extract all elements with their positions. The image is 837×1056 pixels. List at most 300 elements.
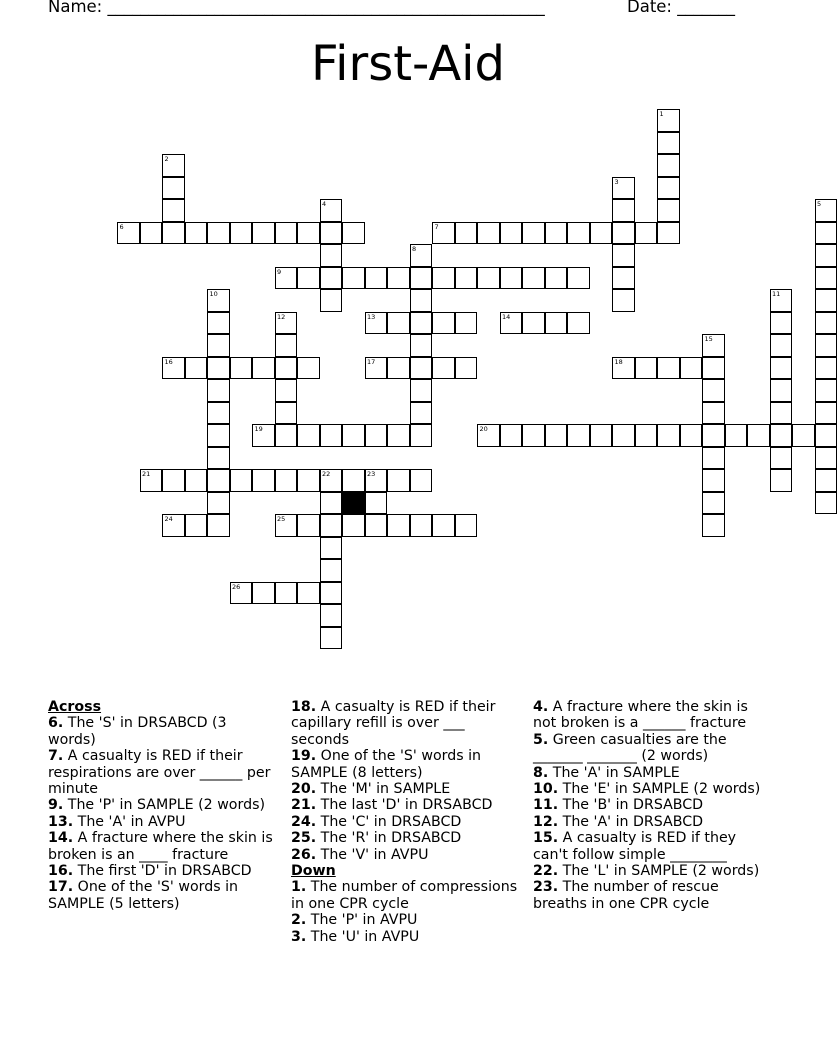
clue-number: 22.: [533, 863, 559, 880]
grid-cell[interactable]: [162, 177, 185, 200]
clue-number: 20: [479, 425, 488, 433]
grid-cell[interactable]: [230, 357, 253, 380]
clue-number: 7.: [48, 748, 64, 765]
page-title: First-Aid: [311, 36, 505, 92]
grid-cell[interactable]: [815, 267, 837, 290]
clues-column-2: [291, 699, 519, 945]
clue-item: [291, 847, 519, 863]
clue-item: [533, 765, 768, 781]
grid-cell[interactable]: [815, 222, 837, 245]
grid-cell[interactable]: [410, 379, 433, 402]
clue-number: 4.: [533, 699, 549, 715]
grid-cell[interactable]: [635, 357, 658, 380]
clue-number: 16: [164, 357, 173, 366]
clue-item: [533, 699, 768, 732]
grid-cell[interactable]: [432, 267, 455, 290]
grid-cell[interactable]: [162, 222, 185, 245]
grid-cell[interactable]: [657, 424, 680, 447]
grid-cell[interactable]: [252, 222, 275, 245]
grid-cell[interactable]: [770, 312, 793, 335]
grid-cell[interactable]: [252, 469, 275, 492]
grid-cell[interactable]: [162, 514, 185, 537]
clue-number: 12.: [533, 813, 559, 830]
clue-text: The number of rescue breaths in one CPR cycle: [533, 879, 719, 912]
grid-cell[interactable]: [815, 469, 837, 492]
clue-text: The 'S' in DRSABCD (3 words): [48, 715, 227, 748]
clue-text: The first 'D' in DRSABCD: [73, 863, 252, 880]
grid-cell[interactable]: [207, 514, 230, 537]
clue-item: [533, 814, 768, 830]
grid-cell[interactable]: [320, 244, 343, 267]
grid-cell[interactable]: [815, 244, 837, 267]
clue-item: [291, 929, 519, 945]
clue-text: A fracture where the skin is broken is an ____ fracture: [48, 830, 273, 863]
grid-cell[interactable]: [612, 267, 635, 290]
clue-number: 11: [772, 290, 781, 298]
grid-cell[interactable]: [207, 357, 230, 380]
grid-cell[interactable]: [815, 447, 837, 470]
clue-number: 14.: [48, 830, 74, 847]
across-clue-list: [48, 715, 273, 912]
grid-cell[interactable]: [702, 469, 725, 492]
clue-number: 17: [367, 357, 376, 366]
clue-number: 4: [322, 200, 327, 208]
grid-cell[interactable]: [590, 222, 613, 245]
grid-cell[interactable]: [770, 379, 793, 402]
grid-cell[interactable]: [792, 424, 815, 447]
clue-item: [48, 879, 273, 912]
grid-cell[interactable]: [657, 132, 680, 155]
grid-cell[interactable]: [522, 424, 545, 447]
grid-cell[interactable]: [657, 109, 680, 132]
grid-cell[interactable]: [275, 267, 298, 290]
clue-text: The 'A' in DRSABCD: [558, 813, 704, 830]
grid-cell[interactable]: [522, 267, 545, 290]
clue-number: 9.: [48, 797, 64, 814]
grid-cell[interactable]: [230, 582, 253, 605]
grid-cell[interactable]: [635, 424, 658, 447]
clue-number: 3.: [291, 928, 307, 945]
clue-number: 19.: [291, 748, 317, 765]
clue-number: 7: [434, 222, 439, 231]
grid-cell[interactable]: [815, 379, 837, 402]
clue-number: 15: [704, 335, 713, 343]
clue-item: [48, 748, 273, 797]
clue-text: The 'R' in DRSABCD: [316, 830, 462, 847]
grid-cell[interactable]: [230, 222, 253, 245]
grid-cell[interactable]: [207, 492, 230, 515]
grid-cell[interactable]: [410, 357, 433, 380]
clue-item: [291, 879, 519, 912]
clue-number: 10: [209, 290, 218, 298]
grid-cell[interactable]: [320, 514, 343, 537]
grid-cell[interactable]: [770, 424, 793, 447]
grid-cell[interactable]: [275, 379, 298, 402]
grid-cell[interactable]: [275, 312, 298, 335]
clue-number: 1: [659, 110, 664, 118]
clue-text: The last 'D' in DRSABCD: [316, 797, 493, 814]
grid-cell[interactable]: [387, 469, 410, 492]
clue-text: Green casualties are the _______ _______ (2 words): [533, 731, 727, 765]
across-clue-list-continued: [291, 699, 519, 863]
grid-cell[interactable]: [612, 357, 635, 380]
grid-cell[interactable]: [320, 469, 343, 492]
grid-cell[interactable]: [702, 379, 725, 402]
clue-item: [48, 830, 273, 863]
grid-cell[interactable]: [342, 424, 365, 447]
grid-cell[interactable]: [162, 199, 185, 222]
grid-cell[interactable]: [320, 289, 343, 312]
clue-text: One of the 'S' words in SAMPLE (8 letters): [291, 748, 482, 781]
clue-item: [48, 797, 273, 813]
grid-cell[interactable]: [432, 357, 455, 380]
clue-number: 12: [277, 312, 286, 321]
clue-text: A casualty is RED if they can't follow simple ________: [533, 830, 737, 863]
grid-cell[interactable]: [410, 244, 433, 267]
clue-item: [48, 863, 273, 879]
down-clue-list: [291, 879, 519, 945]
clue-text: The 'U' in AVPU: [306, 928, 420, 945]
grid-cell[interactable]: [702, 447, 725, 470]
grid-cell[interactable]: [657, 357, 680, 380]
grid-cell[interactable]: [522, 312, 545, 335]
grid-cell[interactable]: [185, 514, 208, 537]
grid-cell[interactable]: [815, 312, 837, 335]
grid-cell[interactable]: [320, 222, 343, 245]
grid-cell[interactable]: [455, 514, 478, 537]
grid-cell[interactable]: [455, 222, 478, 245]
grid-cell[interactable]: [432, 222, 455, 245]
grid-cell[interactable]: [387, 267, 410, 290]
clue-number: 16.: [48, 863, 74, 880]
clue-number: 24: [164, 515, 173, 523]
grid-cell[interactable]: [500, 424, 523, 447]
grid-cell[interactable]: [770, 289, 793, 312]
grid-cell[interactable]: [252, 582, 275, 605]
grid-cell[interactable]: [815, 357, 837, 380]
grid-cell[interactable]: [207, 289, 230, 312]
clue-text: The 'E' in SAMPLE (2 words): [558, 781, 761, 798]
clue-item: [291, 748, 519, 781]
grid-cell[interactable]: [612, 424, 635, 447]
grid-cell[interactable]: [207, 379, 230, 402]
grid-cell[interactable]: [612, 177, 635, 200]
clue-number: 2.: [291, 912, 307, 929]
grid-cell[interactable]: [657, 177, 680, 200]
grid-cell[interactable]: [297, 424, 320, 447]
clue-item: [533, 879, 768, 912]
grid-cell[interactable]: [275, 334, 298, 357]
clue-text: The 'V' in AVPU: [316, 846, 429, 863]
clue-item: [291, 814, 519, 830]
grid-cell[interactable]: [657, 154, 680, 177]
grid-cell[interactable]: [140, 469, 163, 492]
grid-cell[interactable]: [230, 469, 253, 492]
grid-cell[interactable]: [612, 199, 635, 222]
grid-cell[interactable]: [635, 222, 658, 245]
clue-number: 6: [119, 222, 124, 231]
clue-item: [48, 715, 273, 748]
clue-number: 18.: [291, 699, 317, 715]
grid-cell[interactable]: [522, 222, 545, 245]
clue-text: One of the 'S' words in SAMPLE (5 letters): [48, 879, 239, 912]
grid-cell[interactable]: [725, 424, 748, 447]
clues-column-1: [48, 699, 273, 912]
grid-cell[interactable]: [297, 514, 320, 537]
grid-cell[interactable]: [387, 514, 410, 537]
clue-number: 26.: [291, 846, 317, 863]
grid-cell[interactable]: [207, 222, 230, 245]
grid-cell[interactable]: [207, 334, 230, 357]
clue-text: A casualty is RED if their capillary refill is over ___ seconds: [291, 699, 496, 748]
grid-cell[interactable]: [747, 424, 770, 447]
grid-cell[interactable]: [252, 357, 275, 380]
clue-number: 5.: [533, 731, 549, 748]
clue-item: [291, 699, 519, 748]
grid-cell[interactable]: [320, 267, 343, 290]
grid-cell[interactable]: [432, 312, 455, 335]
grid-cell[interactable]: [185, 222, 208, 245]
grid-cell[interactable]: [162, 469, 185, 492]
grid-cell[interactable]: [297, 267, 320, 290]
grid-cell[interactable]: [365, 357, 388, 380]
clue-item: [291, 797, 519, 813]
grid-cell[interactable]: [815, 402, 837, 425]
grid-cell[interactable]: [320, 627, 343, 650]
grid-cell[interactable]: [702, 402, 725, 425]
grid-cell[interactable]: [320, 424, 343, 447]
grid-cell[interactable]: [567, 312, 590, 335]
grid-cell[interactable]: [815, 334, 837, 357]
name-field-label[interactable]: Name: _____________________________________________________: [48, 0, 545, 16]
clue-text: The 'B' in DRSABCD: [558, 797, 704, 814]
clue-number: 1.: [291, 879, 307, 896]
grid-cell[interactable]: [815, 289, 837, 312]
clue-number: 25.: [291, 830, 317, 847]
grid-cell[interactable]: [545, 222, 568, 245]
grid-cell[interactable]: [815, 199, 837, 222]
grid-cell[interactable]: [320, 604, 343, 627]
grid-cell[interactable]: [410, 402, 433, 425]
grid-cell[interactable]: [477, 267, 500, 290]
grid-cell[interactable]: [275, 582, 298, 605]
clue-text: The 'L' in SAMPLE (2 words): [558, 863, 760, 880]
clue-number: 8: [412, 245, 417, 253]
grid-cell[interactable]: [207, 402, 230, 425]
grid-cell[interactable]: [275, 402, 298, 425]
grid-cell[interactable]: [432, 514, 455, 537]
grid-cell[interactable]: [297, 582, 320, 605]
grid-cell[interactable]: [117, 222, 140, 245]
grid-cell[interactable]: [477, 424, 500, 447]
grid-cell[interactable]: [365, 267, 388, 290]
down-heading: Down: [291, 863, 336, 880]
grid-cell[interactable]: [770, 469, 793, 492]
grid-cell[interactable]: [320, 582, 343, 605]
down-clue-list-continued: [533, 699, 768, 912]
grid-cell[interactable]: [410, 469, 433, 492]
clue-item: [533, 781, 768, 797]
grid-cell[interactable]: [185, 357, 208, 380]
clue-number: 23.: [533, 879, 559, 896]
grid-cell[interactable]: [545, 312, 568, 335]
grid-cell[interactable]: [500, 312, 523, 335]
grid-cell[interactable]: [365, 312, 388, 335]
grid-cell[interactable]: [545, 267, 568, 290]
grid-cell[interactable]: [387, 357, 410, 380]
grid-cell[interactable]: [410, 289, 433, 312]
grid-cell[interactable]: [207, 424, 230, 447]
grid-cell[interactable]: [815, 492, 837, 515]
grid-cell[interactable]: [320, 559, 343, 582]
black-cell: [342, 492, 365, 515]
grid-cell[interactable]: [320, 492, 343, 515]
grid-cell[interactable]: [297, 469, 320, 492]
grid-cell[interactable]: [702, 514, 725, 537]
clue-number: 3: [614, 177, 619, 186]
grid-cell[interactable]: [275, 424, 298, 447]
clue-number: 20.: [291, 781, 317, 798]
grid-cell[interactable]: [275, 222, 298, 245]
grid-cell[interactable]: [455, 267, 478, 290]
clue-item: [48, 814, 273, 830]
grid-cell[interactable]: [702, 334, 725, 357]
grid-cell[interactable]: [207, 447, 230, 470]
grid-cell[interactable]: [297, 357, 320, 380]
clue-number: 21: [142, 470, 151, 478]
grid-cell[interactable]: [140, 222, 163, 245]
clue-number: 17.: [48, 879, 74, 896]
clue-item: [533, 863, 768, 879]
grid-cell[interactable]: [365, 424, 388, 447]
grid-cell[interactable]: [410, 514, 433, 537]
clue-text: The 'M' in SAMPLE: [316, 781, 451, 798]
grid-cell[interactable]: [455, 357, 478, 380]
grid-cell[interactable]: [207, 469, 230, 492]
date-field-label[interactable]: Date: _______: [627, 0, 735, 16]
clue-item: [533, 732, 768, 765]
grid-cell[interactable]: [477, 222, 500, 245]
grid-cell[interactable]: [657, 199, 680, 222]
clue-number: 13: [367, 312, 376, 321]
grid-cell[interactable]: [702, 424, 725, 447]
clue-number: 13.: [48, 813, 74, 830]
grid-cell[interactable]: [320, 537, 343, 560]
clue-text: The 'P' in SAMPLE (2 words): [63, 797, 266, 814]
grid-cell[interactable]: [590, 424, 613, 447]
clue-item: [291, 830, 519, 846]
grid-cell[interactable]: [702, 357, 725, 380]
grid-cell[interactable]: [387, 312, 410, 335]
grid-cell[interactable]: [770, 357, 793, 380]
grid-cell[interactable]: [410, 267, 433, 290]
clue-text: The 'A' in AVPU: [73, 813, 186, 830]
grid-cell[interactable]: [410, 334, 433, 357]
grid-cell[interactable]: [365, 492, 388, 515]
grid-cell[interactable]: [770, 447, 793, 470]
grid-cell[interactable]: [342, 222, 365, 245]
clue-item: [533, 830, 768, 863]
clue-number: 14: [502, 312, 511, 321]
clue-number: 24.: [291, 813, 317, 830]
grid-cell[interactable]: [770, 402, 793, 425]
clue-number: 19: [254, 425, 263, 433]
grid-cell[interactable]: [410, 424, 433, 447]
clue-number: 8.: [533, 764, 549, 781]
grid-cell[interactable]: [275, 469, 298, 492]
grid-cell[interactable]: [410, 312, 433, 335]
grid-cell[interactable]: [387, 424, 410, 447]
clue-item: [291, 781, 519, 797]
across-heading: Across: [48, 699, 102, 715]
clue-text: A casualty is RED if their respirations are over ______ per minute: [48, 748, 271, 798]
grid-cell[interactable]: [500, 267, 523, 290]
clue-number: 6.: [48, 715, 64, 732]
grid-cell[interactable]: [275, 357, 298, 380]
clue-number: 10.: [533, 781, 559, 798]
grid-cell[interactable]: [770, 334, 793, 357]
grid-cell[interactable]: [500, 222, 523, 245]
clue-number: 22: [322, 470, 331, 478]
grid-cell[interactable]: [207, 312, 230, 335]
grid-cell[interactable]: [365, 514, 388, 537]
clue-number: 23: [367, 470, 376, 478]
clue-text: The number of compressions in one CPR cycle: [291, 879, 518, 912]
grid-cell[interactable]: [567, 424, 590, 447]
clue-text: The 'A' in SAMPLE: [548, 764, 680, 781]
grid-cell[interactable]: [275, 514, 298, 537]
grid-cell[interactable]: [702, 492, 725, 515]
grid-cell[interactable]: [162, 357, 185, 380]
clue-number: 15.: [533, 830, 559, 847]
grid-cell[interactable]: [342, 514, 365, 537]
clue-number: 25: [277, 515, 286, 523]
clue-text: A fracture where the skin is not broken is a ______ fracture: [533, 699, 748, 732]
grid-cell[interactable]: [567, 222, 590, 245]
grid-cell[interactable]: [567, 267, 590, 290]
grid-cell[interactable]: [320, 199, 343, 222]
grid-cell[interactable]: [342, 267, 365, 290]
grid-cell[interactable]: [680, 357, 703, 380]
clue-item: [291, 912, 519, 928]
grid-cell[interactable]: [342, 469, 365, 492]
grid-cell[interactable]: [680, 424, 703, 447]
clue-number: 2: [164, 155, 169, 163]
grid-cell[interactable]: [365, 469, 388, 492]
clue-number: 21.: [291, 797, 317, 814]
clue-number: 9: [277, 267, 282, 276]
grid-cell[interactable]: [545, 424, 568, 447]
grid-cell[interactable]: [657, 222, 680, 245]
clue-item: [533, 797, 768, 813]
clue-number: 18: [614, 357, 623, 366]
clue-number: 11.: [533, 797, 559, 814]
grid-cell[interactable]: [185, 469, 208, 492]
grid-cell[interactable]: [612, 222, 635, 245]
grid-cell[interactable]: [162, 154, 185, 177]
grid-cell[interactable]: [455, 312, 478, 335]
grid-cell[interactable]: [612, 289, 635, 312]
clues-column-3: [533, 699, 768, 912]
grid-cell[interactable]: [297, 222, 320, 245]
clue-number: 5: [817, 200, 822, 208]
grid-cell[interactable]: [612, 244, 635, 267]
clue-text: The 'P' in AVPU: [306, 912, 418, 929]
grid-cell[interactable]: [252, 424, 275, 447]
clue-text: The 'C' in DRSABCD: [316, 813, 462, 830]
clue-number: 26: [232, 582, 241, 591]
grid-cell[interactable]: [815, 424, 837, 447]
